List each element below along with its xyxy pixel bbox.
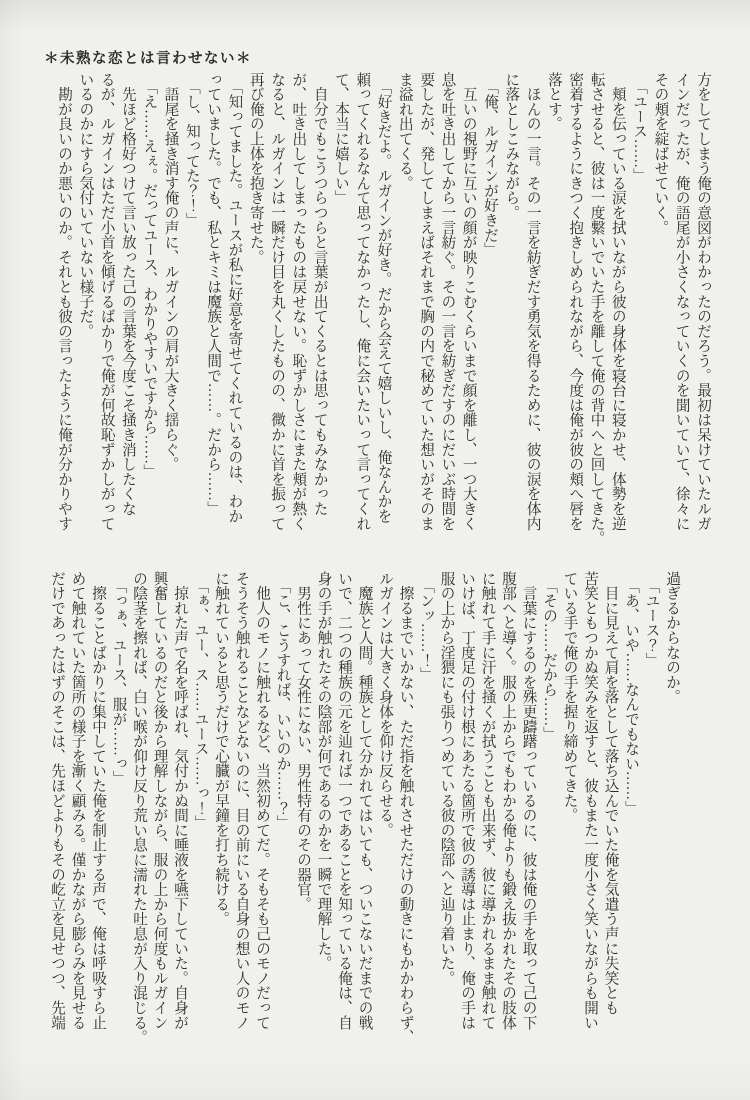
text-column: 腹部へと導く。服の上からでもわかる俺よりも鍛え抜かれたその肢体 bbox=[500, 571, 516, 1030]
text-column: に触れて手に汗を掻くが拭うことも出来ず、彼に導かれるまま触れて bbox=[479, 571, 496, 1030]
text-column: 勘が良いのか悪いのか。それとも彼の言ったように俺が分かりやす bbox=[56, 72, 73, 531]
text-block-bottom bbox=[47, 571, 683, 1043]
text-column: いるのかにすら気付いていない様子だ。 bbox=[77, 72, 94, 339]
text-column: 興奮しているのだと後から理解しながら、服の上から何度もルガイン bbox=[151, 571, 168, 1030]
text-column: 「こ、こうすれば、いいのか……？」 bbox=[274, 571, 291, 831]
text-column: ルガインは大きく身体を仰け反らせる。 bbox=[377, 571, 393, 838]
text-column: 擦ることばかりに集中していた俺を制止する声で、俺は呼吸すら止 bbox=[90, 571, 106, 1030]
text-column: 「ユース？」 bbox=[643, 571, 660, 668]
text-column: 「ユース……」 bbox=[631, 72, 648, 184]
text-column: めて触れていた箇所の様子を漸く顧みる。僅かながら膨らみを見せる bbox=[69, 571, 86, 1030]
text-column: 「っぁ、ユース、服が……っ」 bbox=[110, 571, 127, 786]
text-column: 再び俺の上体を抱き寄せた。 bbox=[247, 72, 264, 265]
text-column: 「え……えぇ。だってユース、わかりやすいですから……」 bbox=[141, 72, 158, 480]
text-column: 要したが、発してしまえばそれまで胸の内で秘めていた想いがそのま bbox=[418, 72, 435, 531]
text-column: ている手で俺の手を握り締めてきた。 bbox=[561, 571, 578, 823]
text-column: 目に見えて肩を落として落ち込んでいた俺を気遣う声に失笑とも bbox=[602, 571, 619, 1015]
text-column: 語尾を掻き消す俺の声に、ルガインの肩が大きく揺らぐ。 bbox=[162, 72, 179, 472]
text-column: 頬を伝っている涙を拭いながら彼の身体を寝台に寝かせ、体勢を逆 bbox=[609, 72, 626, 531]
text-column: 擦るまでいかない、ただ指を触れさせただけの動きにもかかわらず、 bbox=[397, 571, 414, 1045]
text-column: 先ほど格好つけて言い放った己の言葉を今度こそ掻き消したくな bbox=[119, 72, 136, 516]
text-column: 「あ、いや……なんでもない……」 bbox=[623, 571, 639, 816]
text-block-top bbox=[53, 72, 713, 546]
text-column: 魔族と人間。種族として分かれてはいても、ついこないだまでの戦 bbox=[356, 571, 373, 1030]
text-column: っていました。でも、私とキミは魔族と人間で……。だから……」 bbox=[205, 72, 222, 516]
text-column: 転させると、彼は一度繋いでいた手を離して俺の背中へと回してきた。 bbox=[588, 72, 605, 546]
text-column: 言葉にするのを殊更躊躇っているのに、彼は俺の手を取って己の下 bbox=[520, 571, 537, 1030]
text-column: 頼ってくれるなんて思ってなかったし、俺に会いたいって言ってくれ bbox=[354, 72, 371, 531]
text-column: 方をしてしまう俺の意図がわかったのだろう。最初は呆けていたルガ bbox=[695, 72, 711, 531]
text-column: が、吐き出してしまったものは戻せない。恥ずかしさにまた頬が熱く bbox=[290, 72, 307, 531]
text-column: 掠れた声で名を呼ばれ、気付かぬ間に唾液を嚥下していた。自身が bbox=[172, 571, 188, 1030]
text-column: 「俺、ルガインが好きだ」 bbox=[482, 72, 499, 258]
text-column: いで、二つの種族の元を辿れば一つであることを知っている俺は、自 bbox=[336, 571, 352, 1030]
text-column: その頬を綻ばせていく。 bbox=[652, 72, 669, 235]
text-column: 過ぎるからなのか。 bbox=[664, 571, 680, 705]
text-column: 互いの視野に互いの顔が映りこむくらいまで顔を離し、一つ大きく bbox=[460, 72, 477, 531]
text-column: だけであったはずのそこは、先ほどよりもその屹立を見せつつ、先端 bbox=[49, 571, 65, 1030]
text-column: 「その……だから……」 bbox=[541, 571, 557, 742]
text-column: の陰茎を擦れば、白い喉が仰け反り荒い息に濡れた吐息が入り混じる。 bbox=[131, 571, 147, 1045]
text-column: いけば、丁度足の付け根にあたる箇所で彼の誘導は止まり、俺の手は bbox=[459, 571, 475, 1030]
text-column: に触れていると思うだけで心臓が早鐘を打ち続ける。 bbox=[213, 571, 229, 927]
page-title: ＊未熟な恋とは言わせない＊ bbox=[44, 51, 252, 67]
text-column: 息を吐き出してから一言紡ぐ。その一言を紡ぎだすのにだいぶ時間を bbox=[439, 72, 456, 531]
text-column: なると、ルガインは一瞬だけ目を丸くしたものの、微かに首を振って bbox=[269, 72, 286, 531]
text-column: 身の手が触れたその陰部が何であるのかを一瞬で理解した。 bbox=[315, 571, 332, 971]
text-column: に落としこみながら。 bbox=[503, 72, 520, 220]
text-column: 密着するようにきつく抱きしめられながら、今度は俺が彼の頬へ唇を bbox=[567, 72, 584, 531]
text-column: インだったが、俺の語尾が小さくなっていくのを聞いていて、徐々に bbox=[673, 72, 690, 531]
text-column: ほんの一言。その一言を紡ぎだす勇気を得るために、彼の涙を体内 bbox=[524, 72, 541, 531]
text-column: 「し、知ってた？！」 bbox=[183, 72, 200, 228]
text-column: 男性にあって女性にない、男性特有のその器官。 bbox=[295, 571, 311, 912]
text-column: て、本当に嬉しい」 bbox=[332, 72, 349, 206]
text-column: 苦笑ともつかぬ笑みを返すと、彼もまた一度小さく笑いながらも開い bbox=[582, 571, 598, 1030]
text-column: 落とす。 bbox=[545, 72, 562, 132]
text-column: るが、ルガインはただ小首を傾げるばかりで俺が何故恥ずかしがって bbox=[98, 72, 115, 531]
text-column: 自分でもこうつらつらと言葉が出てくるとは思ってもみなかった bbox=[311, 72, 328, 516]
text-column: 「好きだよ。ルガインが好き。だから会えて嬉しいし、俺なんかを bbox=[375, 72, 392, 524]
text-column: 他人のモノに触れるなど、当然初めてだ。そもそも己のモノだって bbox=[254, 571, 270, 1030]
text-column: 「知ってました。ユースが私に好意を寄せてくれているのは、わか bbox=[226, 72, 243, 524]
text-column: そうそう触れることなどないのに、目の前にいる自身の想い人のモノ bbox=[233, 571, 250, 1030]
text-column: 服の上から淫猥にも張りつめている彼の陰部へと辿り着いた。 bbox=[438, 571, 455, 986]
text-column: 「ンッ……！」 bbox=[418, 571, 434, 683]
text-column: ま溢れ出てくる。 bbox=[396, 72, 413, 191]
text-column: 「ぁ、ユー、ス……ユース……っ！」 bbox=[192, 571, 209, 831]
